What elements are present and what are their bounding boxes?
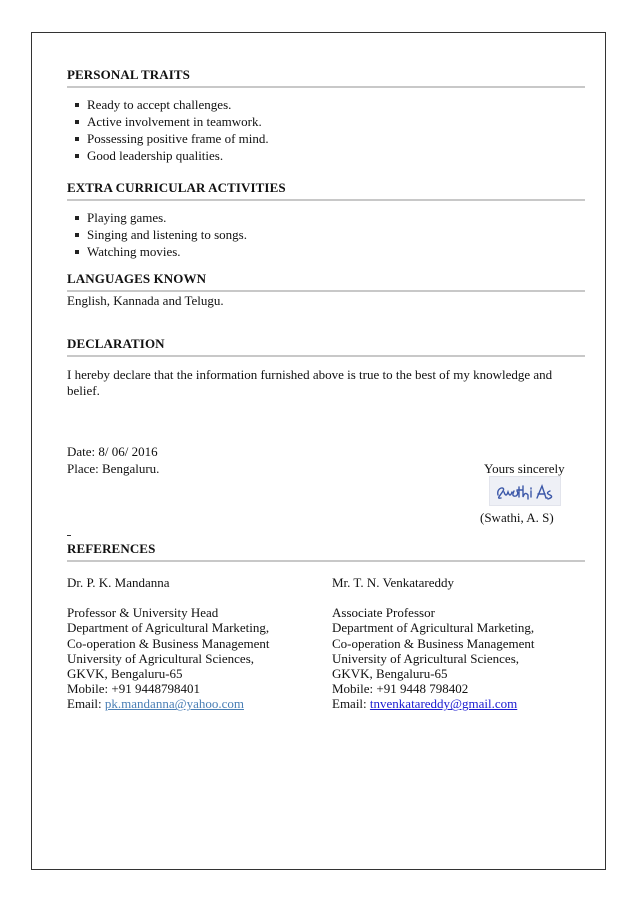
languages-heading: LANGUAGES KNOWN xyxy=(67,271,585,292)
list-item: Possessing positive frame of mind. xyxy=(71,130,269,147)
declaration-heading: DECLARATION xyxy=(67,336,585,357)
reference-mobile: Mobile: +91 9448 798402 xyxy=(332,681,469,697)
list-item: Singing and listening to songs. xyxy=(71,226,247,243)
extra-curricular-heading: EXTRA CURRICULAR ACTIVITIES xyxy=(67,180,585,201)
reference-title: Associate Professor xyxy=(332,605,435,621)
email-label: Email: xyxy=(67,696,105,712)
reference-dept: Department of Agricultural Marketing, xyxy=(332,620,535,636)
email-link[interactable]: pk.mandanna@yahoo.com xyxy=(104,696,244,712)
list-item: Ready to accept challenges. xyxy=(71,96,269,113)
reference-email-line xyxy=(332,696,535,711)
reference-title: Professor & University Head xyxy=(67,605,219,621)
reference-dept: Department of Agricultural Marketing, xyxy=(67,620,270,636)
reference-name: Mr. T. N. Venkatareddy xyxy=(332,575,455,590)
reference-mobile: Mobile: +91 9448798401 xyxy=(67,681,200,697)
list-item: Playing games. xyxy=(71,209,247,226)
reference-dept2: Co-operation & Business Management xyxy=(332,635,535,651)
list-item: Active involvement in teamwork. xyxy=(71,113,269,130)
divider-mark xyxy=(67,535,71,536)
reference-1 xyxy=(67,575,270,712)
reference-dept2: Co-operation & Business Management xyxy=(67,635,270,651)
declaration-text: I hereby declare that the information furnished above is true to the best of my knowledge and belief. xyxy=(67,367,553,398)
languages-text: English, Kannada and Telugu. xyxy=(67,293,224,308)
references-heading: REFERENCES xyxy=(67,541,585,562)
reference-university: University of Agricultural Sciences, xyxy=(67,650,255,666)
reference-address: GKVK, Bengaluru-65 xyxy=(67,666,183,682)
email-label: Email: xyxy=(332,696,370,712)
reference-name: Dr. P. K. Mandanna xyxy=(67,575,170,590)
declaration-place: Place: Bengaluru. xyxy=(67,461,160,476)
signatory-name: (Swathi, A. S) xyxy=(480,510,554,525)
list-item: Good leadership qualities. xyxy=(71,147,269,164)
extra-curricular-list xyxy=(71,209,247,260)
declaration-date: Date: 8/ 06/ 2016 xyxy=(67,444,158,459)
personal-traits-heading: PERSONAL TRAITS xyxy=(67,67,585,88)
reference-address: GKVK, Bengaluru-65 xyxy=(332,666,448,682)
signature-image xyxy=(489,476,561,506)
closing-text: Yours sincerely xyxy=(484,461,565,476)
reference-university: University of Agricultural Sciences, xyxy=(332,650,520,666)
email-link[interactable]: tnvenkatareddy@gmail.com xyxy=(369,696,518,712)
list-item: Watching movies. xyxy=(71,243,247,260)
reference-2 xyxy=(332,575,535,712)
personal-traits-list xyxy=(71,96,269,164)
reference-email-line xyxy=(67,696,270,711)
